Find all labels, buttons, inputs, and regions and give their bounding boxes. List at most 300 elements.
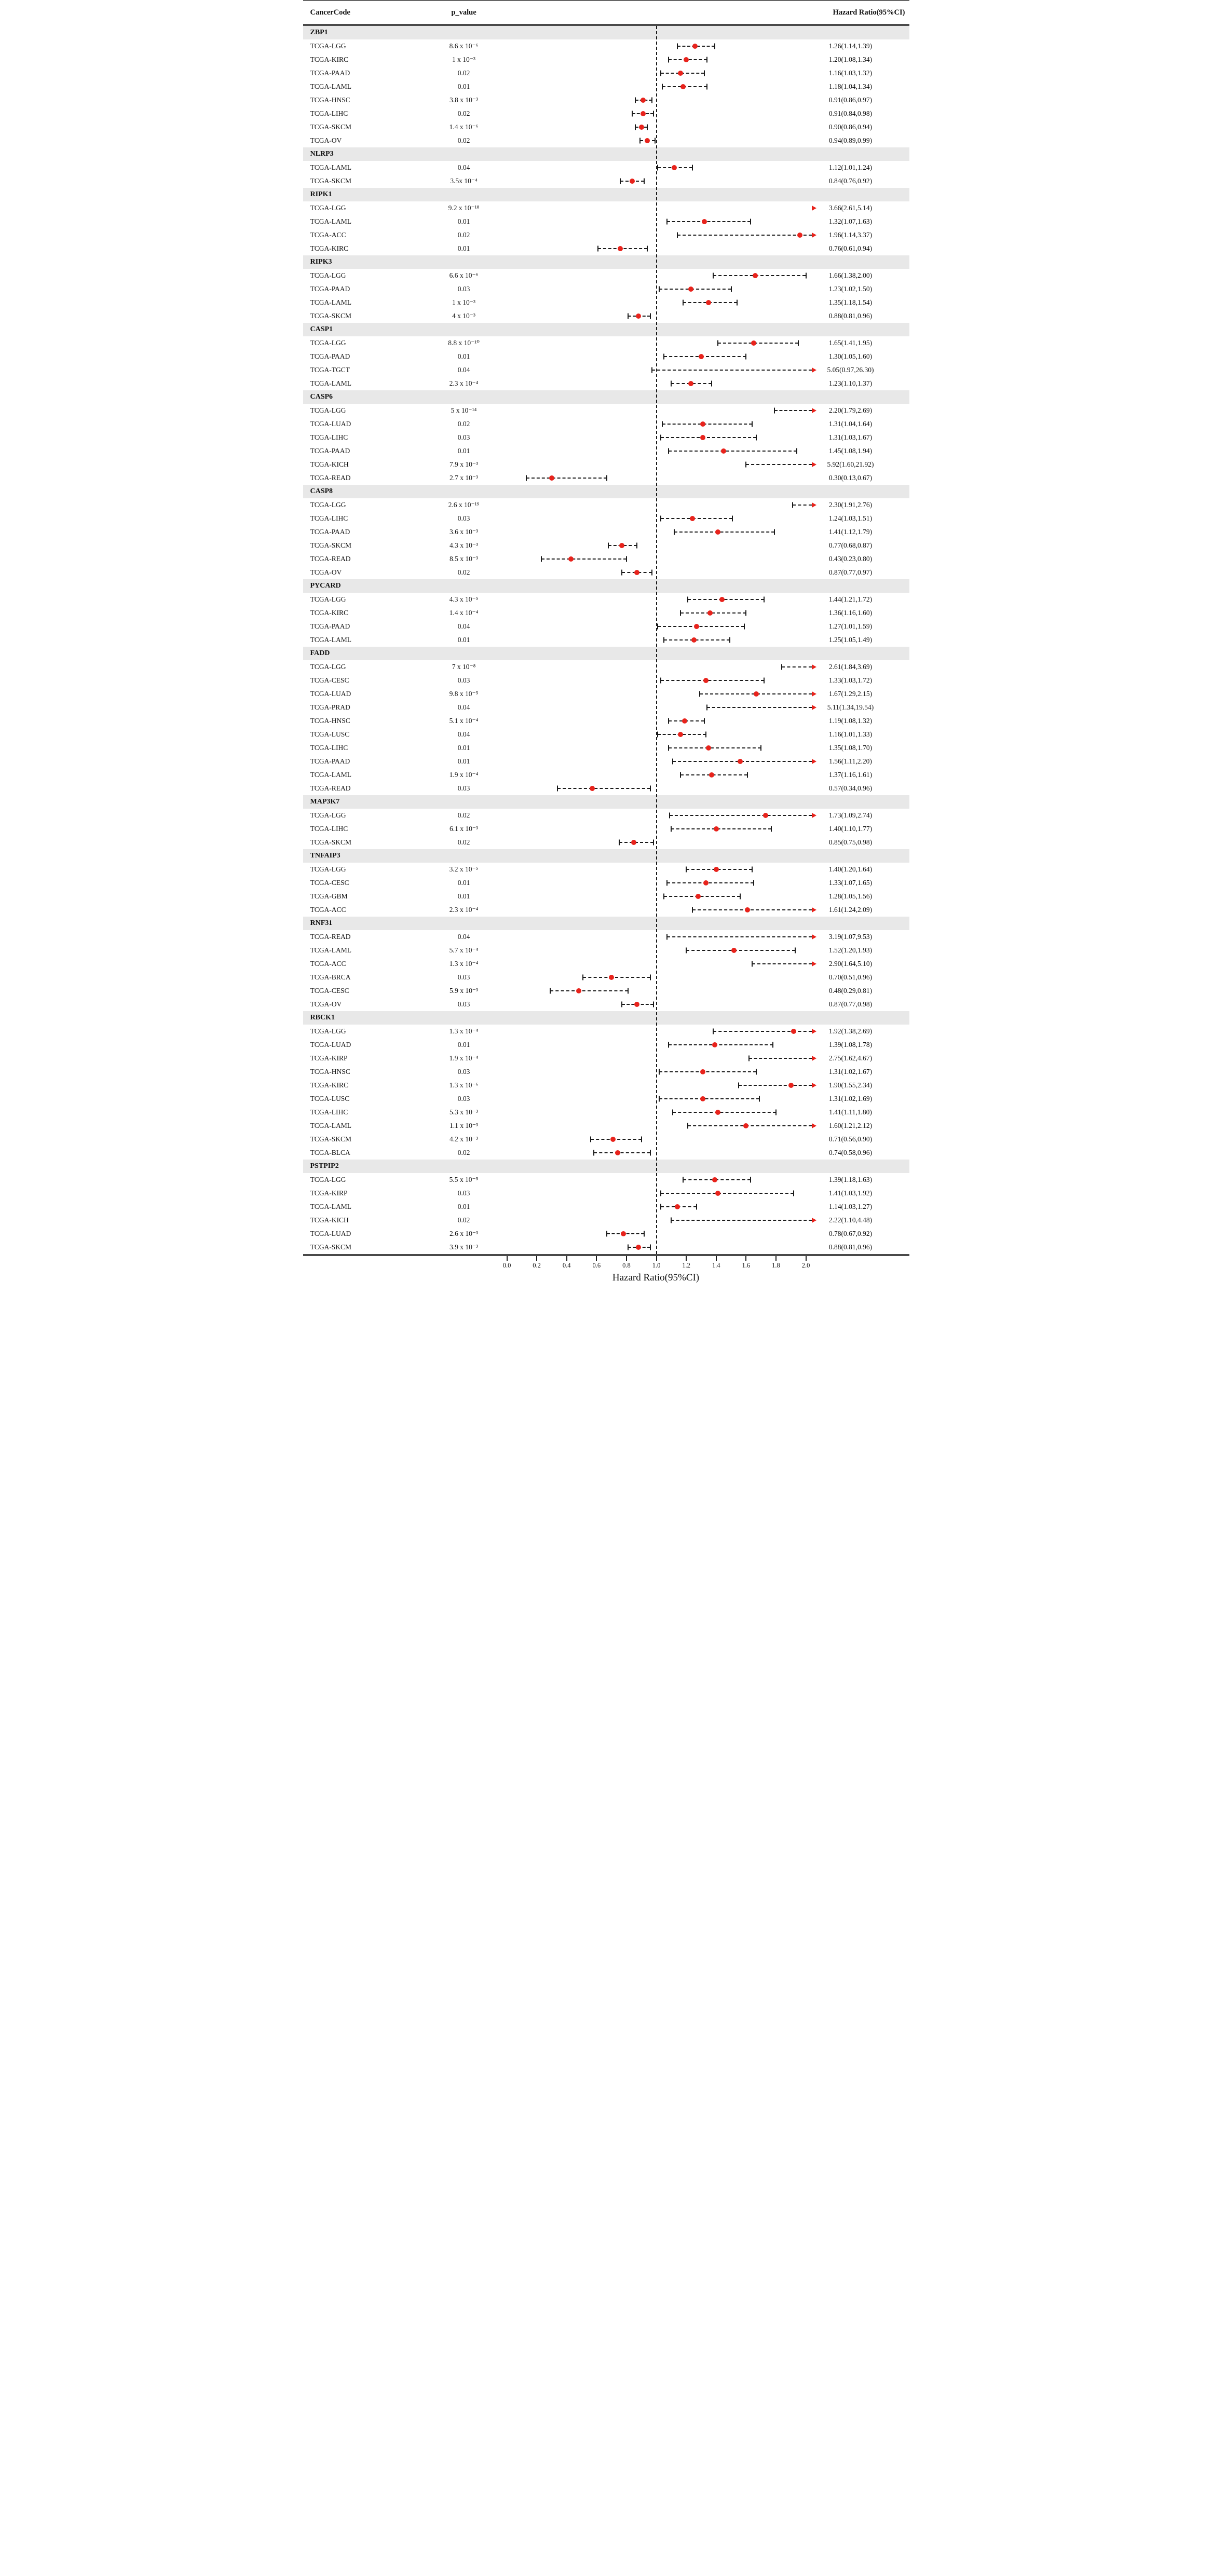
cancer-code-cell: TCGA-READ [310,474,351,482]
hazard-ratio-cell: 2.20(1.79,2.69) [828,406,873,414]
hr-point [636,314,641,319]
cancer-code-cell: TCGA-OV [310,568,342,576]
gene-name: RIPK1 [310,190,332,198]
cancer-code-cell: TCGA-BRCA [310,973,351,981]
p-value-cell: 1.1 x 10⁻³ [449,1122,479,1129]
forest-row [303,890,909,903]
ci-plot-cell [507,1065,815,1079]
hazard-ratio-cell: 1.24(1.03,1.51) [828,514,873,522]
header-hazard-ratio: Hazard Ratio(95%CI) [833,8,905,17]
ci-plot-cell [507,134,815,147]
ci-line [671,828,771,829]
forest-row [303,863,909,876]
ci-line [661,518,732,519]
cancer-code-cell: TCGA-LGG [310,1027,346,1035]
gene-section-row [303,147,909,161]
ci-line [541,558,627,560]
hazard-ratio-cell: 1.90(1.55,2.34) [828,1081,873,1089]
ci-plot-cell [507,1119,815,1133]
forest-row [303,984,909,998]
forest-row [303,1146,909,1160]
ci-cap-right [647,125,648,130]
ci-cap-right [737,300,738,306]
cancer-code-cell: TCGA-PAAD [310,447,350,455]
ci-cap-right [644,179,645,184]
forest-row [303,134,909,147]
forest-row [303,1038,909,1052]
ci-cap-right [745,610,746,616]
hr-point [745,907,750,912]
hr-point [706,745,711,751]
forest-row [303,242,909,255]
hr-point [714,867,719,872]
ci-line [550,990,628,991]
ci-clip-arrow-icon [812,759,816,764]
hazard-ratio-cell: 1.26(1.14,1.39) [828,42,873,50]
ci-clip-arrow-icon [812,233,816,238]
p-value-cell: 5.7 x 10⁻⁴ [449,946,479,954]
ci-plot-cell [507,944,815,957]
ci-plot-cell [507,1146,815,1160]
p-value-cell: 1.9 x 10⁻⁴ [449,1054,479,1062]
forest-row [303,1200,909,1214]
forest-row [303,1133,909,1146]
cancer-code-cell: TCGA-CESC [310,879,349,887]
hazard-ratio-cell: 1.39(1.18,1.63) [828,1176,873,1183]
p-value-cell: 0.03 [457,784,470,792]
hr-point [639,125,644,130]
forest-row [303,741,909,755]
ci-clip-arrow-icon [812,1083,816,1088]
hr-point [692,44,698,49]
hazard-ratio-cell: 5.05(0.97,26.30) [827,366,874,374]
cancer-code-cell: TCGA-PAAD [310,69,350,77]
hr-point [618,246,623,251]
forest-row [303,458,909,471]
p-value-cell: 1.4 x 10⁻⁴ [449,609,479,617]
forest-row [303,1052,909,1065]
p-value-cell: 0.03 [457,1000,470,1008]
ci-clip-arrow-icon [812,502,816,508]
p-value-cell: 0.04 [457,366,470,374]
p-value-cell: 0.01 [457,447,470,455]
hr-point [754,691,759,697]
forest-row [303,566,909,579]
cancer-code-cell: TCGA-OV [310,137,342,144]
cancer-code-cell: TCGA-SKCM [310,838,352,846]
p-value-cell: 2.3 x 10⁻⁴ [449,906,479,914]
hr-point [719,597,725,602]
forest-row [303,957,909,971]
ci-plot-cell [507,404,815,417]
cancer-code-cell: TCGA-LUSC [310,1095,350,1102]
forest-row [303,53,909,66]
ci-plot-cell [507,1079,815,1092]
ci-line [659,1071,756,1072]
hazard-ratio-cell: 2.22(1.10,4.48) [828,1216,873,1224]
hr-point [619,543,624,548]
hr-point [610,1137,616,1142]
ci-line [594,1152,650,1153]
ci-plot-cell [507,309,815,323]
ci-line [718,343,799,344]
ci-plot-cell [507,633,815,647]
cancer-code-cell: TCGA-LGG [310,811,346,819]
forest-row [303,876,909,890]
hr-point [738,759,743,764]
ci-cap-right [756,1069,757,1075]
p-value-cell: 7.9 x 10⁻³ [449,460,479,468]
hr-point [700,1069,705,1074]
hazard-ratio-cell: 1.31(1.02,1.67) [828,1068,873,1075]
ci-cap-right [752,867,753,873]
axis-rule [303,1254,909,1256]
ci-plot-cell [507,755,815,768]
ci-cap-right [752,421,753,427]
cancer-code-cell: TCGA-LUAD [310,1041,351,1048]
ci-line [680,612,746,614]
x-tick-mark [596,1256,597,1261]
hazard-ratio-cell: 1.41(1.03,1.92) [828,1189,873,1197]
p-value-cell: 3.5x 10⁻⁴ [450,177,478,185]
p-value-cell: 2.7 x 10⁻³ [449,474,479,482]
ci-plot-cell [507,552,815,566]
p-value-cell: 0.03 [457,1189,470,1197]
cancer-code-cell: TCGA-LUAD [310,1230,351,1237]
ci-plot-cell [507,1106,815,1119]
cancer-code-cell: TCGA-LIHC [310,825,348,833]
ci-clip-arrow-icon [812,705,816,710]
ci-line [686,950,795,951]
cancer-code-cell: TCGA-LIHC [310,433,348,441]
hr-point [751,340,756,346]
ci-cap-right [750,1177,751,1183]
cancer-code-cell: TCGA-SKCM [310,312,352,320]
ci-line [688,1125,812,1126]
p-value-cell: 5.5 x 10⁻⁵ [449,1176,479,1183]
ci-line [739,1085,812,1086]
cancer-code-cell: TCGA-LGG [310,42,346,50]
ci-line [667,882,754,883]
forest-row [303,336,909,350]
ci-line [661,1193,794,1194]
ci-plot-cell [507,471,815,485]
ci-cap-right [641,1137,642,1142]
cancer-code-cell: TCGA-LAML [310,163,351,171]
forest-row [303,701,909,714]
p-value-cell: 0.01 [457,1041,470,1048]
hr-point [682,718,687,724]
p-value-cell: 0.02 [457,69,470,77]
ci-line [688,599,764,600]
ci-cap-right [740,894,741,899]
ci-plot-cell [507,444,815,458]
cancer-code-cell: TCGA-ACC [310,906,346,914]
cancer-code-cell: TCGA-LAML [310,217,351,225]
ci-line [671,1220,812,1221]
gene-name: CASP8 [310,487,333,495]
ci-line [557,788,650,789]
cancer-code-cell: TCGA-LAML [310,1203,351,1210]
forest-row [303,809,909,822]
cancer-code-cell: TCGA-KIRC [310,56,348,63]
cancer-code-cell: TCGA-LGG [310,865,346,873]
forest-row [303,66,909,80]
ci-cap-right [653,111,654,117]
ci-plot-cell [507,174,815,188]
p-value-cell: 1.4 x 10⁻⁶ [449,123,479,131]
ci-line [752,963,812,964]
hr-point [621,1231,626,1236]
ci-plot-cell [507,1173,815,1187]
ci-plot-cell [507,1187,815,1200]
cancer-code-cell: TCGA-LIHC [310,1108,348,1116]
cancer-code-cell: TCGA-SKCM [310,177,352,185]
hr-point [549,475,554,481]
ci-line [664,896,740,897]
ci-line [670,815,812,816]
hazard-ratio-cell: 0.85(0.75,0.98) [828,838,873,846]
cancer-code-cell: TCGA-LGG [310,595,346,603]
x-axis-label: Hazard Ratio(95%CI) [612,1272,700,1283]
hr-point [672,165,677,170]
p-value-cell: 0.02 [457,568,470,576]
x-tick-mark [656,1256,657,1261]
ci-clip-arrow-icon [812,1218,816,1223]
hazard-ratio-cell: 1.20(1.08,1.34) [828,56,873,63]
ci-plot-cell [507,863,815,876]
hazard-ratio-cell: 0.94(0.89,0.99) [828,137,873,144]
ci-plot-cell [507,512,815,525]
p-value-cell: 9.8 x 10⁻⁵ [449,690,479,698]
ci-clip-arrow-icon [812,408,816,413]
ci-plot-cell [507,620,815,633]
hazard-ratio-cell: 0.88(0.81,0.96) [828,312,873,320]
ci-plot-cell [507,66,815,80]
forest-row [303,1092,909,1106]
p-value-cell: 0.01 [457,879,470,887]
p-value-cell: 8.6 x 10⁻⁶ [449,42,479,50]
p-value-cell: 1.9 x 10⁻⁴ [449,771,479,779]
ci-clip-arrow-icon [812,813,816,818]
ci-plot-cell [507,836,815,849]
ci-plot-cell [507,363,815,377]
ci-cap-right [744,624,745,630]
cancer-code-cell: TCGA-LAML [310,771,351,779]
ci-line [669,451,797,452]
hazard-ratio-cell: 1.40(1.10,1.77) [828,825,873,833]
ci-cap-right [706,84,707,90]
forest-row [303,1106,909,1119]
ci-cap-right [756,435,757,441]
x-tick-label: 0.2 [533,1262,541,1269]
cancer-code-cell: TCGA-READ [310,933,351,941]
p-value-cell: 1 x 10⁻³ [452,298,475,306]
forest-row [303,512,909,525]
ci-clip-arrow-icon [812,1029,816,1034]
ci-plot-cell [507,296,815,309]
hazard-ratio-cell: 1.36(1.16,1.60) [828,609,873,617]
p-value-cell: 0.02 [457,811,470,819]
cancer-code-cell: TCGA-GBM [310,892,348,900]
cancer-code-cell: TCGA-CESC [310,987,349,994]
p-value-cell: 0.03 [457,433,470,441]
gene-section-row [303,255,909,269]
ci-line [677,235,812,236]
p-value-cell: 1.3 x 10⁻⁴ [449,960,479,967]
p-value-cell: 3.8 x 10⁻³ [449,96,479,104]
gene-name: FADD [310,649,330,657]
p-value-cell: 0.01 [457,217,470,225]
hr-point [630,179,635,184]
ci-line [669,747,761,748]
hazard-ratio-cell: 1.44(1.21,1.72) [828,595,873,603]
forest-row [303,80,909,93]
gene-name: RIPK3 [310,258,332,266]
ci-line [793,505,812,506]
cancer-code-cell: TCGA-LAML [310,379,351,387]
hr-point [715,529,720,535]
ci-clip-arrow-icon [812,1123,816,1128]
gene-section-row [303,579,909,593]
forest-row [303,1119,909,1133]
forest-row [303,431,909,444]
gene-name: CASP1 [310,325,333,333]
hr-point [609,975,614,980]
x-tick-mark [716,1256,717,1261]
forest-row [303,1079,909,1092]
cancer-code-cell: TCGA-HNSC [310,717,350,725]
header-cancer-code: CancerCode [310,8,350,17]
cancer-code-cell: TCGA-PAAD [310,757,350,765]
cancer-code-cell: TCGA-LAML [310,83,351,90]
ci-line [664,639,730,640]
ci-plot-cell [507,350,815,363]
ci-plot-cell [507,593,815,606]
cancer-code-cell: TCGA-SKCM [310,541,352,549]
hazard-ratio-cell: 0.88(0.81,0.96) [828,1243,873,1251]
hazard-ratio-cell: 5.92(1.60,21.92) [827,460,874,468]
ci-cap-right [764,597,765,603]
p-value-cell: 5 x 10⁻¹⁴ [451,406,477,414]
plot-rows [303,26,909,1254]
ci-plot-cell [507,215,815,228]
p-value-cell: 5.9 x 10⁻³ [449,987,479,994]
cancer-code-cell: TCGA-OV [310,1000,342,1008]
cancer-code-cell: TCGA-LGG [310,271,346,279]
p-value-cell: 0.02 [457,231,470,239]
gene-section-row [303,485,909,498]
ci-cap-right [628,988,629,994]
ci-plot-cell [507,161,815,174]
ci-plot-cell [507,782,815,795]
ci-cap-right [729,637,730,643]
hazard-ratio-cell: 2.61(1.84,3.69) [828,663,873,671]
ci-line [686,869,752,870]
ci-clip-arrow-icon [812,907,816,912]
hr-point [590,786,595,791]
cancer-code-cell: TCGA-BLCA [310,1149,350,1156]
cancer-code-cell: TCGA-LGG [310,406,346,414]
ci-line [713,275,806,276]
p-value-cell: 0.03 [457,676,470,684]
p-value-cell: 0.02 [457,137,470,144]
hazard-ratio-cell: 0.70(0.51,0.96) [828,973,873,981]
cancer-code-cell: TCGA-LIHC [310,110,348,117]
ci-clip-arrow-icon [812,367,816,373]
hr-point [703,880,709,885]
hazard-ratio-cell: 0.30(0.13,0.67) [828,474,873,482]
hr-point [709,772,714,778]
ci-line [661,437,756,438]
ci-plot-cell [507,998,815,1011]
ci-plot-cell [507,336,815,350]
hr-point [691,637,697,643]
ci-plot-cell [507,93,815,107]
p-value-cell: 0.01 [457,892,470,900]
forest-row [303,998,909,1011]
hazard-ratio-cell: 1.35(1.18,1.54) [828,298,873,306]
forest-row [303,755,909,768]
hr-point [615,1150,620,1155]
ci-plot-cell [507,714,815,728]
cancer-code-cell: TCGA-KICH [310,1216,349,1224]
gene-name: CASP6 [310,393,333,401]
hazard-ratio-cell: 1.12(1.01,1.24) [828,163,873,171]
ci-cap-right [655,138,656,144]
hr-point [753,273,758,278]
gene-section-row [303,26,909,39]
hazard-ratio-cell: 1.37(1.16,1.61) [828,771,873,779]
gene-section-row [303,849,909,863]
forest-row [303,471,909,485]
cancer-code-cell: TCGA-SKCM [310,1135,352,1143]
hr-point [715,1191,720,1196]
p-value-cell: 3.6 x 10⁻³ [449,528,479,536]
cancer-code-cell: TCGA-LGG [310,204,346,212]
forest-row [303,1241,909,1254]
ci-plot-cell [507,890,815,903]
hazard-ratio-cell: 1.92(1.38,2.69) [828,1027,873,1035]
ci-plot-cell [507,971,815,984]
ci-cap-right [650,1150,651,1156]
hazard-ratio-cell: 1.31(1.04,1.64) [828,420,873,428]
ci-plot-cell [507,741,815,755]
ci-plot-cell [507,687,815,701]
ci-cap-right [750,219,751,225]
forest-row [303,269,909,282]
x-tick-mark [686,1256,687,1261]
x-tick-label: 1.4 [712,1262,720,1269]
ci-line [661,680,764,681]
p-value-cell: 0.04 [457,622,470,630]
forest-row [303,107,909,120]
forest-row [303,552,909,566]
forest-row [303,539,909,552]
ci-cap-right [764,678,765,684]
ci-cap-right [650,314,651,319]
forest-row [303,971,909,984]
hr-point [763,813,768,818]
table-header [303,0,909,26]
p-value-cell: 0.03 [457,1068,470,1075]
p-value-cell: 0.02 [457,110,470,117]
hazard-ratio-cell: 0.91(0.86,0.97) [828,96,873,104]
hr-point [634,1002,639,1007]
gene-section-row [303,917,909,930]
forest-row [303,120,909,134]
forest-row [303,674,909,687]
